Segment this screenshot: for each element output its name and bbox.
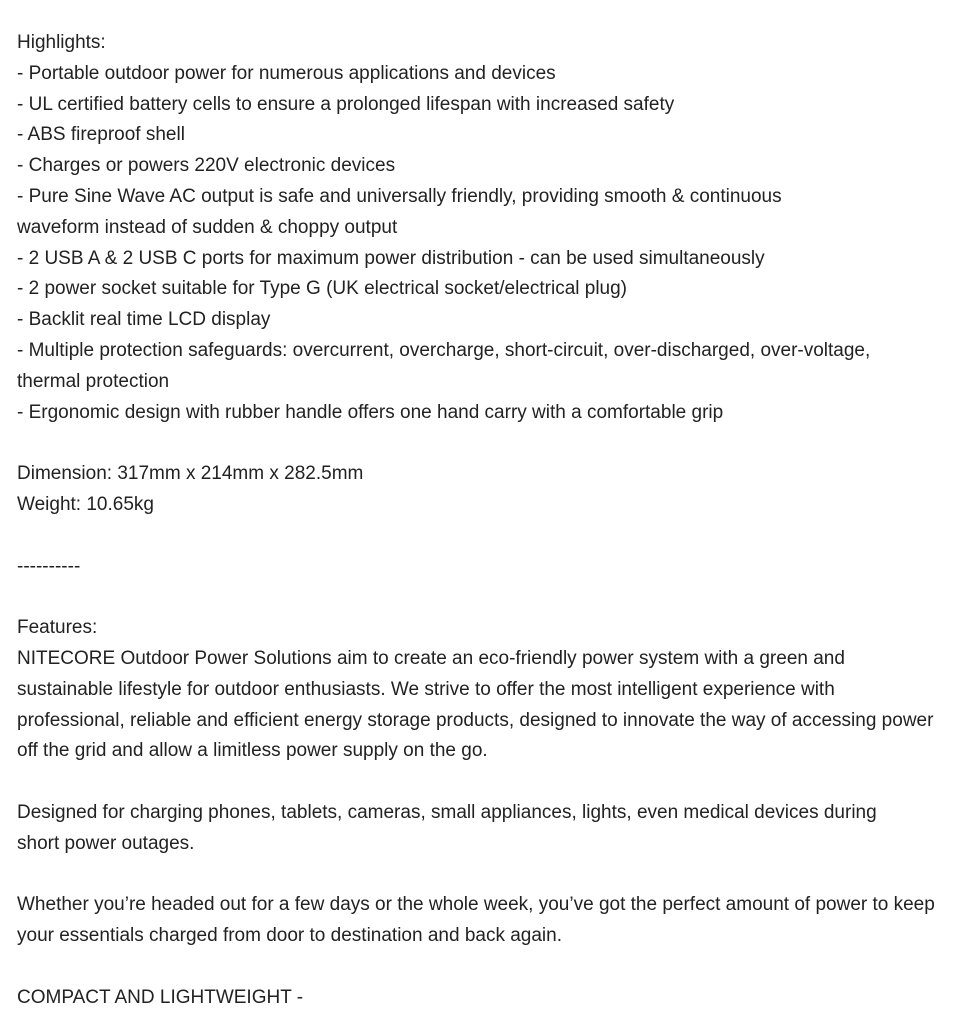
highlight-item: - Ergonomic design with rubber handle offers one hand carry with a comfortable grip <box>17 401 724 423</box>
spacer <box>17 582 947 613</box>
highlight-item: - 2 USB A & 2 USB C ports for maximum power distribution - can be used simultaneously <box>17 247 765 269</box>
features-paragraph: NITECORE Outdoor Power Solutions aim to create an eco-friendly power system with a green and sustainable lifestyle for outdoor enthusiasts. We strive to offer the most intelligent experience with professional, reliable and efficient energy storage products, designed to innovate the way of accessing power off the grid and allow a limitless power supply on the go. <box>17 647 934 762</box>
spec-dimension: Dimension: 317mm x 214mm x 282.5mm <box>17 463 364 485</box>
section-divider: ---------- <box>17 555 81 577</box>
features-paragraph: Designed for charging phones, tablets, cameras, small appliances, lights, even medical devices during short power outages. <box>17 801 877 854</box>
spacer <box>17 521 947 552</box>
highlight-item: - ABS fireproof shell <box>17 124 185 146</box>
highlight-item: - Charges or powers 220V electronic devices <box>17 155 396 177</box>
spacer <box>17 767 947 798</box>
highlight-item: - UL certified battery cells to ensure a prolonged lifespan with increased safety <box>17 93 675 115</box>
highlight-item: - 2 power socket suitable for Type G (UK electrical socket/electrical plug) <box>17 278 628 300</box>
highlight-item: - Portable outdoor power for numerous applications and devices <box>17 62 556 84</box>
compact-heading: COMPACT AND LIGHTWEIGHT - <box>17 986 304 1008</box>
highlight-item: - Backlit real time LCD display <box>17 309 271 331</box>
features-heading: Features: <box>17 617 98 639</box>
features-paragraph: Whether you’re headed out for a few days or the whole week, you’ve got the perfect amount of power to keep your essentials charged from door to destination and back again. <box>17 894 935 947</box>
spacer <box>17 952 947 983</box>
spacer <box>17 428 947 459</box>
spec-weight: Weight: 10.65kg <box>17 493 154 515</box>
highlight-item: - Pure Sine Wave AC output is safe and universally friendly, providing smooth & continuous waveform instead of sudden & choppy output <box>17 185 782 238</box>
spacer <box>17 860 947 891</box>
highlight-item: - Multiple protection safeguards: overcurrent, overcharge, short-circuit, over-discharged, over-voltage, thermal protection <box>17 339 871 392</box>
product-description <box>17 28 947 1014</box>
highlights-heading: Highlights: <box>17 32 106 53</box>
